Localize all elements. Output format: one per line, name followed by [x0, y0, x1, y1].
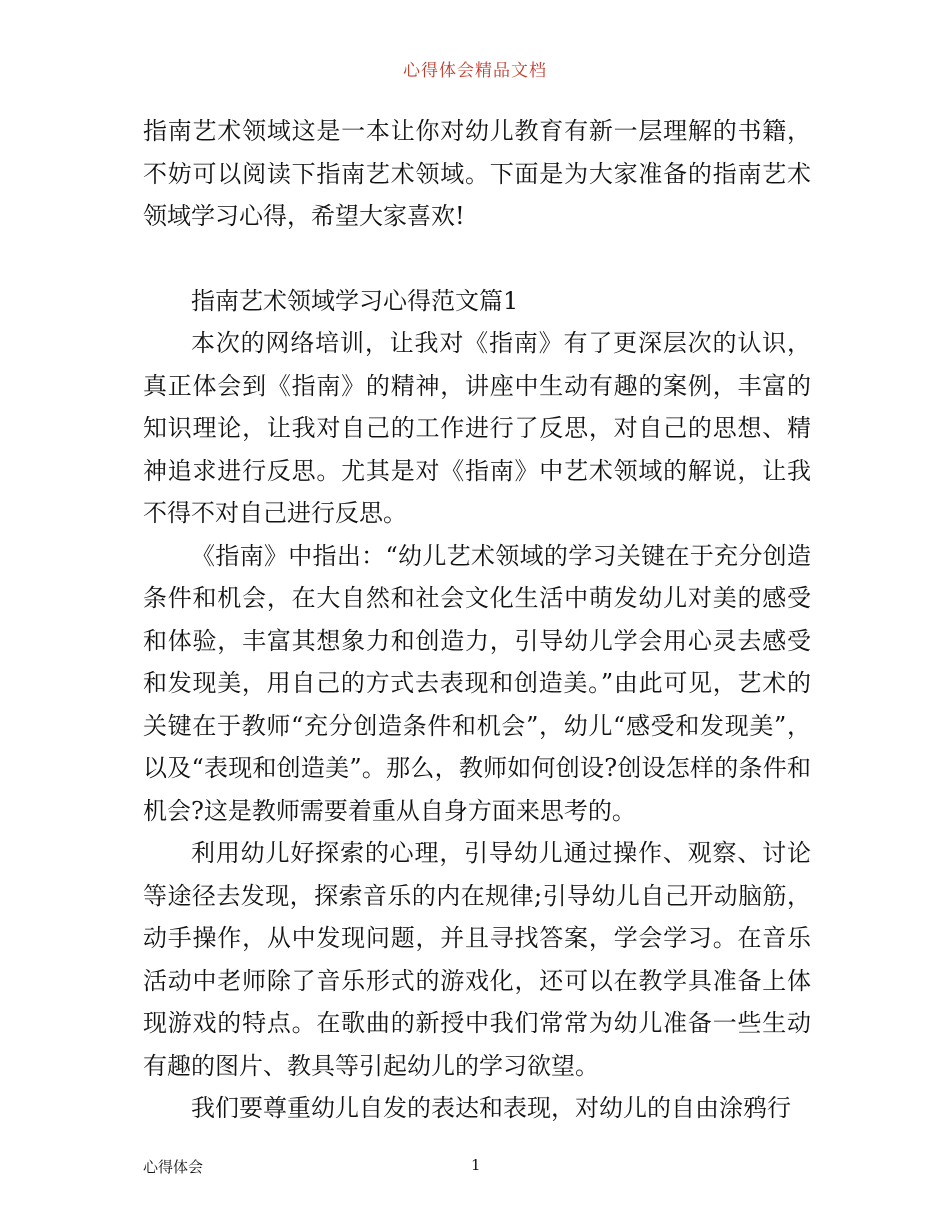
page-footer — [143, 1156, 811, 1176]
body-paragraph-3: 利用幼儿好探索的心理，引导幼儿通过操作、观察、讨论等途径去发现，探索音乐的内在规律;引导幼儿自己开动脑筋，动手操作，从中发现问题，并且寻找答案，学会学习。在音乐活动中老师除了音乐形式的游戏化，还可以在教学具准备上体现游戏的特点。在歌曲的新授中我们常常为幼儿准备一些生动有趣的图片、教具等引起幼儿的学习欲望。 — [143, 839, 811, 1080]
body-paragraph-2: 《指南》中指出：“幼儿艺术领域的学习关键在于充分创造条件和机会，在大自然和社会文化生活中萌发幼儿对美的感受和体验，丰富其想象力和创造力，引导幼儿学会用心灵去感受和发现美，用自己的方式去表现和创造美。”由此可见，艺术的关键在于教师“充分创造条件和机会”，幼儿“感受和发现美”，以及“表现和创造美”。那么，教师如何创设?创设怎样的条件和机会?这是教师需要着重从自身方面来思考的。 — [143, 541, 811, 825]
page-number: 1 — [471, 1156, 481, 1174]
intro-paragraph: 指南艺术领域这是一本让你对幼儿教育有新一层理解的书籍，不妨可以阅读下指南艺术领域。下面是为大家准备的指南艺术领域学习心得，希望大家喜欢! — [143, 117, 811, 230]
body-paragraph-1: 本次的网络培训，让我对《指南》有了更深层次的认识，真正体会到《指南》的精神，讲座中生动有趣的案例，丰富的知识理论，让我对自己的工作进行了反思，对自己的思想、精神追求进行反思。尤其是对《指南》中艺术领域的解说，让我不得不对自己进行反思。 — [143, 329, 811, 527]
section-spacer — [143, 238, 811, 280]
document-body — [143, 110, 811, 1130]
page-header: 心得体会精品文档 — [403, 61, 547, 81]
section-title: 指南艺术领域学习心得范文篇1 — [191, 286, 519, 315]
footer-label: 心得体会 — [143, 1158, 204, 1176]
body-paragraph-4: 我们要尊重幼儿自发的表达和表现，对幼儿的自由涂鸦行 — [191, 1094, 791, 1122]
